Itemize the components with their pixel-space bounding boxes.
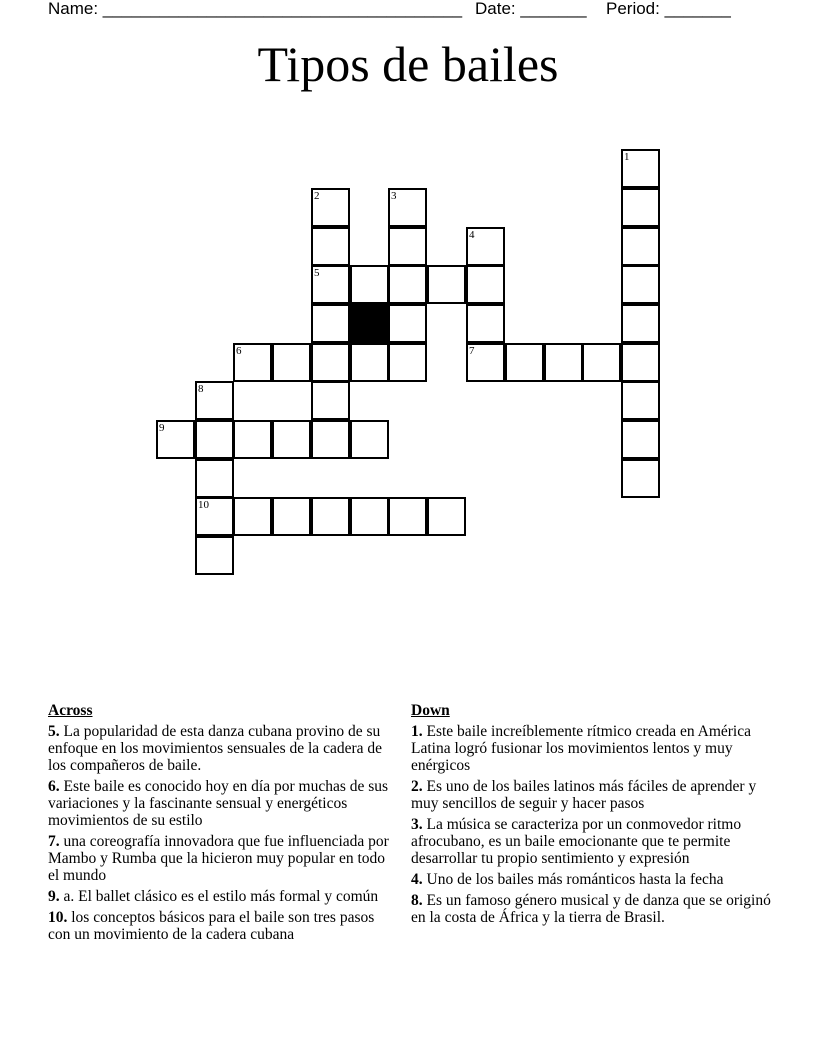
crossword-cell[interactable] — [621, 188, 660, 227]
clue-item — [411, 892, 771, 926]
clue-number: 8 — [198, 383, 204, 395]
clue-item — [411, 778, 771, 812]
crossword-cell[interactable] — [388, 343, 427, 382]
crossword-cell[interactable] — [466, 304, 505, 343]
clue-num: 5. — [48, 723, 60, 740]
crossword-cell[interactable] — [388, 304, 427, 343]
crossword-cell[interactable] — [195, 497, 234, 536]
clue-item — [48, 833, 393, 884]
clue-num: 6. — [48, 778, 60, 795]
crossword-cell[interactable] — [544, 343, 583, 382]
page-title: Tipos de bailes — [257, 36, 559, 92]
clue-item — [48, 888, 393, 905]
crossword-cell[interactable] — [311, 420, 350, 459]
clue-text: Es un famoso género musical y de danza que se originó en la costa de África y la tierra de Brasil. — [411, 892, 771, 926]
clue-text: Este baile increíblemente rítmico creada en América Latina logró fusionar los movimientos lentos y muy enérgicos — [411, 723, 751, 774]
clue-text: Es uno de los bailes latinos más fáciles de aprender y muy sencillos de seguir y hacer pasos — [411, 778, 757, 812]
clue-number: 5 — [314, 267, 320, 279]
crossword-cell[interactable] — [505, 343, 544, 382]
crossword-cell[interactable] — [388, 227, 427, 266]
crossword-cell[interactable] — [388, 265, 427, 304]
crossword-cell[interactable] — [621, 420, 660, 459]
crossword-cell[interactable] — [272, 420, 311, 459]
crossword-cell[interactable] — [311, 343, 350, 382]
crossword-cell[interactable] — [621, 227, 660, 266]
crossword-cell[interactable] — [427, 497, 466, 536]
down-clues — [411, 702, 771, 930]
clue-number: 1 — [624, 151, 630, 163]
clue-number: 3 — [391, 190, 397, 202]
clue-number: 9 — [159, 422, 165, 434]
crossword-cell[interactable] — [621, 459, 660, 498]
clue-num: 8. — [411, 892, 423, 909]
crossword-cell[interactable] — [233, 343, 272, 382]
crossword-cell[interactable] — [311, 304, 350, 343]
crossword-cell[interactable] — [311, 265, 350, 304]
clue-text: una coreografía innovadora que fue influenciada por Mambo y Rumba que la hicieron muy popular en todo el mundo — [48, 833, 389, 884]
clue-item — [411, 871, 771, 888]
clue-number: 4 — [469, 229, 475, 241]
date-field-label: Date: _______ — [475, 0, 587, 18]
crossword-cell[interactable] — [233, 497, 272, 536]
clue-num: 7. — [48, 833, 60, 850]
crossword-cell[interactable] — [272, 497, 311, 536]
crossword-cell[interactable] — [195, 459, 234, 498]
clue-num: 2. — [411, 778, 423, 795]
crossword-cell[interactable] — [621, 149, 660, 188]
crossword-cell[interactable] — [621, 343, 660, 382]
crossword-cell[interactable] — [156, 420, 195, 459]
clue-text: La música se caracteriza por un conmovedor ritmo afrocubano, es un baile emocionante que te permite desarrollar tu propio sentimiento y expresión — [411, 816, 742, 867]
clue-item — [48, 723, 393, 774]
clue-text: Uno de los bailes más románticos hasta la fecha — [422, 871, 724, 888]
crossword-cell[interactable] — [350, 343, 389, 382]
clue-item — [48, 778, 393, 829]
crossword-cell[interactable] — [350, 497, 389, 536]
clue-item — [48, 909, 393, 943]
clue-num: 4. — [411, 871, 423, 888]
clue-number: 6 — [236, 345, 242, 357]
clue-number: 10 — [198, 499, 209, 511]
crossword-cell[interactable] — [427, 265, 466, 304]
crossword-cell[interactable] — [582, 343, 621, 382]
clue-item — [411, 723, 771, 774]
blocked-cell — [350, 304, 389, 343]
clue-num: 1. — [411, 723, 423, 740]
down-heading: Down — [411, 702, 450, 719]
clue-number: 2 — [314, 190, 320, 202]
crossword-cell[interactable] — [350, 265, 389, 304]
crossword-cell[interactable] — [272, 343, 311, 382]
crossword-cell[interactable] — [233, 420, 272, 459]
crossword-cell[interactable] — [195, 536, 234, 575]
crossword-cell[interactable] — [466, 265, 505, 304]
name-field-label: Name: ______________________________________ — [48, 0, 463, 18]
clue-num: 10. — [48, 909, 68, 926]
crossword-cell[interactable] — [621, 381, 660, 420]
crossword-cell[interactable] — [195, 420, 234, 459]
clue-text: los conceptos básicos para el baile son tres pasos con un movimiento de la cadera cubana — [48, 909, 375, 943]
crossword-cell[interactable] — [388, 188, 427, 227]
clue-text: La popularidad de esta danza cubana provino de su enfoque en los movimientos sensuales de la cadera de los compañeros de baile. — [48, 723, 382, 774]
clue-num: 9. — [48, 888, 60, 905]
crossword-cell[interactable] — [311, 227, 350, 266]
clue-number: 7 — [469, 345, 475, 357]
clue-text: Este baile es conocido hoy en día por muchas de sus variaciones y la fascinante sensual y energéticos movimientos de su estilo — [48, 778, 389, 829]
period-field-label: Period: _______ — [606, 0, 731, 18]
crossword-cell[interactable] — [311, 188, 350, 227]
clue-text: a. El ballet clásico es el estilo más formal y común — [59, 888, 379, 905]
crossword-cell[interactable] — [466, 343, 505, 382]
crossword-cell[interactable] — [311, 381, 350, 420]
crossword-cell[interactable] — [621, 265, 660, 304]
crossword-cell[interactable] — [195, 381, 234, 420]
crossword-cell[interactable] — [388, 497, 427, 536]
clue-num: 3. — [411, 816, 423, 833]
clue-item — [411, 816, 771, 867]
across-clues — [48, 702, 393, 947]
crossword-cell[interactable] — [350, 420, 389, 459]
crossword-cell[interactable] — [466, 227, 505, 266]
crossword-cell[interactable] — [311, 497, 350, 536]
across-heading: Across — [48, 702, 93, 719]
crossword-cell[interactable] — [621, 304, 660, 343]
